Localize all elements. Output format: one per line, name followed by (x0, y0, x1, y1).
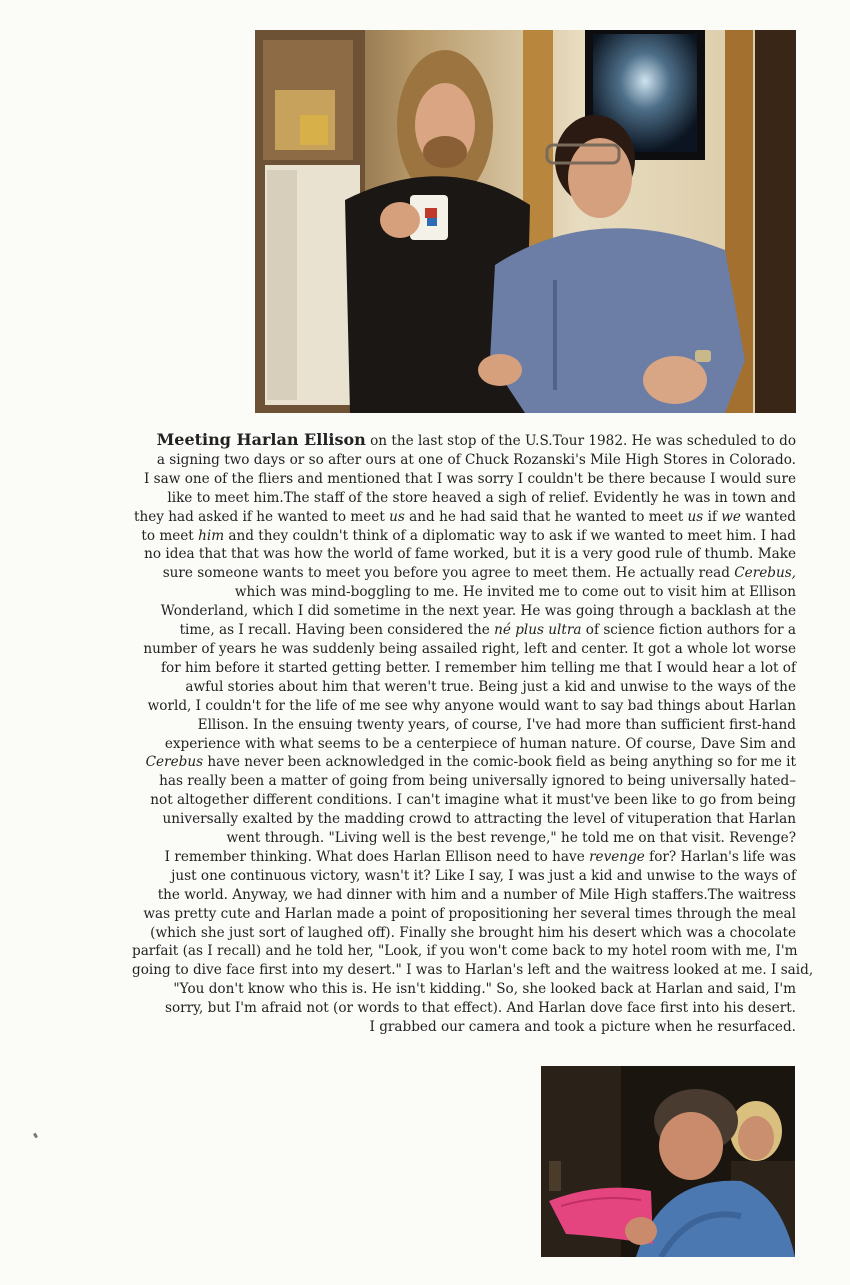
text-line (132, 431, 796, 451)
text-run: "You don't know who this is. He isn't kidding." So, she looked back at Harlan and said, I'm (173, 981, 796, 998)
text-line (132, 583, 796, 602)
text-run: and they couldn't think of a diplomatic way to ask if we wanted to meet him. I had (224, 527, 796, 544)
text-line (132, 905, 796, 924)
photo-two-men-posing (255, 30, 796, 413)
text-run: world, I couldn't for the life of me see why anyone would want to say bad things about Harlan (147, 697, 796, 714)
text-line (132, 640, 796, 659)
text-line (132, 470, 796, 489)
photo-man-resurfaced (541, 1066, 795, 1257)
text-line (132, 697, 796, 716)
text-run: sorry, but I'm afraid not (or words to that effect). And Harlan dove face first into his desert. (164, 1000, 796, 1017)
text-run: universally exalted by the madding crowd to attracting the level of vituperation that Harlan (162, 811, 796, 828)
text-run: number of years he was suddenly being assailed right, left and center. It got a whole lot worse (143, 640, 796, 657)
text-run: if (703, 508, 722, 525)
text-line (132, 810, 796, 829)
text-line (132, 564, 796, 583)
text-line (132, 659, 796, 678)
text-line (132, 451, 796, 470)
italic-emphasis: us (389, 508, 405, 525)
text-line (132, 942, 796, 961)
text-line (132, 829, 796, 848)
text-line (132, 508, 796, 527)
italic-emphasis: revenge (589, 848, 645, 865)
text-run: of science fiction authors for a (581, 622, 796, 639)
italic-emphasis: né plus ultra (494, 622, 582, 639)
text-line (132, 791, 796, 810)
italic-emphasis: us (687, 508, 704, 525)
text-line (132, 999, 796, 1018)
text-run: Wonderland, which I did sometime in the next year. He was going through a backlash at the (160, 603, 796, 620)
text-line (132, 621, 796, 640)
text-run: to meet (141, 527, 199, 544)
text-run: for him before it started getting better. I remember him telling me that I would hear a lot of (161, 659, 796, 676)
text-line (132, 716, 796, 735)
text-run: which was mind-boggling to me. He invited me to come out to visit him at Ellison (234, 584, 796, 601)
text-line (132, 678, 796, 697)
text-run: was pretty cute and Harlan made a point of propositioning her several times through the meal (143, 905, 796, 922)
text-run: time, as I recall. Having been considered the (179, 622, 495, 639)
text-run: just one continuous victory, wasn't it? Like I say, I was just a kid and unwise to the ways of (171, 867, 796, 884)
text-line (132, 980, 796, 999)
lead-in-heading: Meeting Harlan Ellison (156, 430, 366, 449)
text-run: (which she just sort of laughed off). Finally she brought him his desert which was a chocolate (150, 924, 796, 941)
text-run: experience with what seems to be a centerpiece of human nature. Of course, Dave Sim and (164, 735, 796, 752)
text-run: going to dive face first into my desert." I was to Harlan's left and the waitress looked at me. I said, (132, 962, 814, 979)
text-line (132, 527, 796, 546)
italic-emphasis: Cerebus (145, 754, 204, 771)
text-line (132, 602, 796, 621)
text-line (132, 867, 796, 886)
text-run: a signing two days or so after ours at one of Chuck Rozanski's Mile High Stores in Colorado. (156, 451, 796, 468)
text-run: wanted (740, 508, 796, 525)
text-line (132, 545, 796, 564)
text-run: no idea that that was how the world of fame worked, but it is a very good rule of thumb. Make (144, 546, 796, 563)
text-line (132, 735, 796, 754)
text-run: they had asked if he wanted to meet (134, 508, 390, 525)
text-run: went through. "Living well is the best revenge," he told me on that visit. Revenge? (226, 830, 796, 847)
text-run: awful stories about him that weren't true. Being just a kid and unwise to the ways of the (185, 678, 796, 695)
text-run: for? Harlan's life was (644, 848, 796, 865)
text-line (132, 924, 796, 943)
paper-speck (33, 1133, 38, 1139)
italic-emphasis: him (198, 527, 225, 544)
italic-emphasis: Cerebus, (734, 565, 796, 582)
text-run: has really been a matter of going from being universally ignored to being universally hated– (159, 773, 796, 790)
text-run: not altogether different conditions. I can't imagine what it must've been like to go from being (150, 792, 796, 809)
text-run: parfait (as I recall) and he told her, "Look, if you won't come back to my hotel room with me, I'm (132, 943, 798, 960)
text-line (132, 489, 796, 508)
text-run: Ellison. In the ensuing twenty years, of course, I've had more than sufficient first-hand (197, 716, 796, 733)
text-run: I grabbed our camera and took a picture when he resurfaced. (369, 1019, 796, 1036)
text-line (132, 886, 796, 905)
italic-emphasis: we (721, 508, 741, 525)
text-line (132, 753, 796, 772)
text-line (132, 848, 796, 867)
text-run: I saw one of the fliers and mentioned that I was sorry I couldn't be there because I would sure (143, 470, 796, 487)
text-run: I remember thinking. What does Harlan Ellison need to have (164, 848, 590, 865)
text-line (132, 1018, 796, 1037)
text-run: on the last stop of the U.S.Tour 1982. He was scheduled to do (365, 433, 796, 449)
article-body (132, 430, 814, 1037)
text-line (132, 961, 814, 980)
text-run: and he had said that he wanted to meet (404, 508, 688, 525)
text-line (132, 772, 796, 791)
text-run: like to meet him.The staff of the store heaved a sigh of relief. Evidently he was in town and (167, 489, 796, 506)
text-run: have never been acknowledged in the comic-book field as being anything so for me it (203, 754, 796, 771)
text-run: sure someone wants to meet you before you agree to meet them. He actually read (162, 565, 735, 582)
text-run: the world. Anyway, we had dinner with him and a number of Mile High staffers.The waitress (157, 886, 796, 903)
